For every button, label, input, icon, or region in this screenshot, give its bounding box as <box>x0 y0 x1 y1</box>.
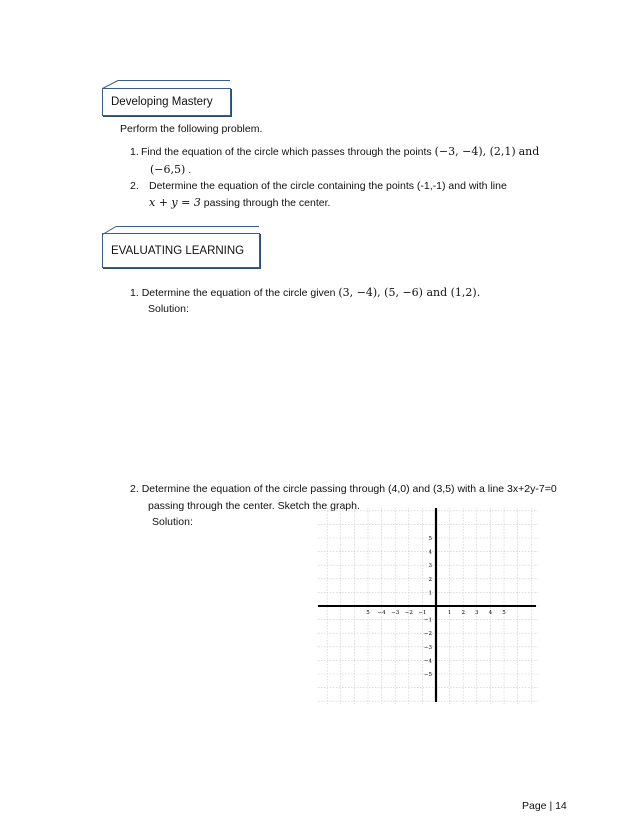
evaluating-item-2-solution: Solution: <box>152 516 193 528</box>
x-tick-label: 3 <box>475 610 479 616</box>
y-tick-label: 3 <box>428 563 432 570</box>
developing-item-1-and: and <box>518 145 540 158</box>
developing-item-1-text <box>141 145 539 158</box>
developing-mastery-title: Developing Mastery <box>111 96 213 108</box>
developing-intro: Perform the following problem. <box>120 123 263 135</box>
developing-item-2-text2: passing through the center. <box>203 197 331 209</box>
y-tick-label: −1 <box>423 617 432 624</box>
x-tick-label: 5 <box>366 610 370 616</box>
developing-item-1-line2 <box>150 163 191 176</box>
evaluating-learning-box <box>102 233 260 268</box>
developing-item-2-text: Determine the equation of the circle containing the points (-1,-1) and with line <box>149 180 507 192</box>
evaluating-item-2-line2: passing through the center. Sketch the graph. <box>148 500 360 512</box>
y-tick-label: 2 <box>428 576 432 583</box>
y-tick-label: 1 <box>428 590 432 597</box>
x-tick-label: −1 <box>418 610 427 616</box>
evaluating-item-2-text: Determine the equation of the circle passing through (4,0) and (3,5) with a line 3x+2y-7=0 <box>141 483 557 495</box>
developing-mastery-box <box>102 88 231 116</box>
x-tick-label: 2 <box>461 610 465 616</box>
x-tick-label: 4 <box>488 610 493 616</box>
evaluating-item-2-number: 2. <box>130 483 139 495</box>
evaluating-learning-flap <box>102 226 260 236</box>
x-tick-label: 5 <box>502 610 506 616</box>
x-tick-label: −3 <box>391 610 400 616</box>
developing-item-2-equation: x + y = 3 <box>149 196 201 209</box>
y-tick-label: −5 <box>423 672 432 678</box>
y-tick-label: −4 <box>423 658 432 665</box>
coordinate-grid <box>318 508 538 704</box>
y-tick-label: 4 <box>428 549 432 556</box>
evaluating-learning-title: EVALUATING LEARNING <box>111 244 245 257</box>
evaluating-item-1-points: (3, −4), (5, −6) and (1,2). <box>338 286 481 299</box>
developing-item-2-number: 2. <box>130 180 139 192</box>
x-tick-label: 1 <box>447 610 452 616</box>
x-tick-label: −2 <box>404 610 413 616</box>
y-tick-label: −3 <box>423 644 432 651</box>
developing-mastery-flap <box>102 80 230 90</box>
developing-item-1-last-point: (−6,5) <box>150 163 186 176</box>
x-tick-label: −4 <box>377 610 386 616</box>
evaluating-item-1-solution: Solution: <box>148 303 189 315</box>
page-number: Page | 14 <box>522 800 567 812</box>
developing-item-1-points: (−3, −4), (2,1) <box>434 145 516 158</box>
y-tick-label: 5 <box>428 536 432 542</box>
evaluating-item-1-line <box>130 286 480 299</box>
developing-item-1-body: Find the equation of the circle which passes through the points <box>141 146 432 158</box>
developing-item-1-end: . <box>188 164 192 176</box>
evaluating-item-1-text: Determine the equation of the circle given <box>141 287 336 299</box>
evaluating-item-2-line <box>130 483 557 495</box>
evaluating-item-1-number: 1. <box>130 287 139 299</box>
y-tick-label: −2 <box>423 631 432 638</box>
developing-item-2-line2 <box>149 196 330 209</box>
developing-item-1-number: 1. <box>130 146 139 158</box>
